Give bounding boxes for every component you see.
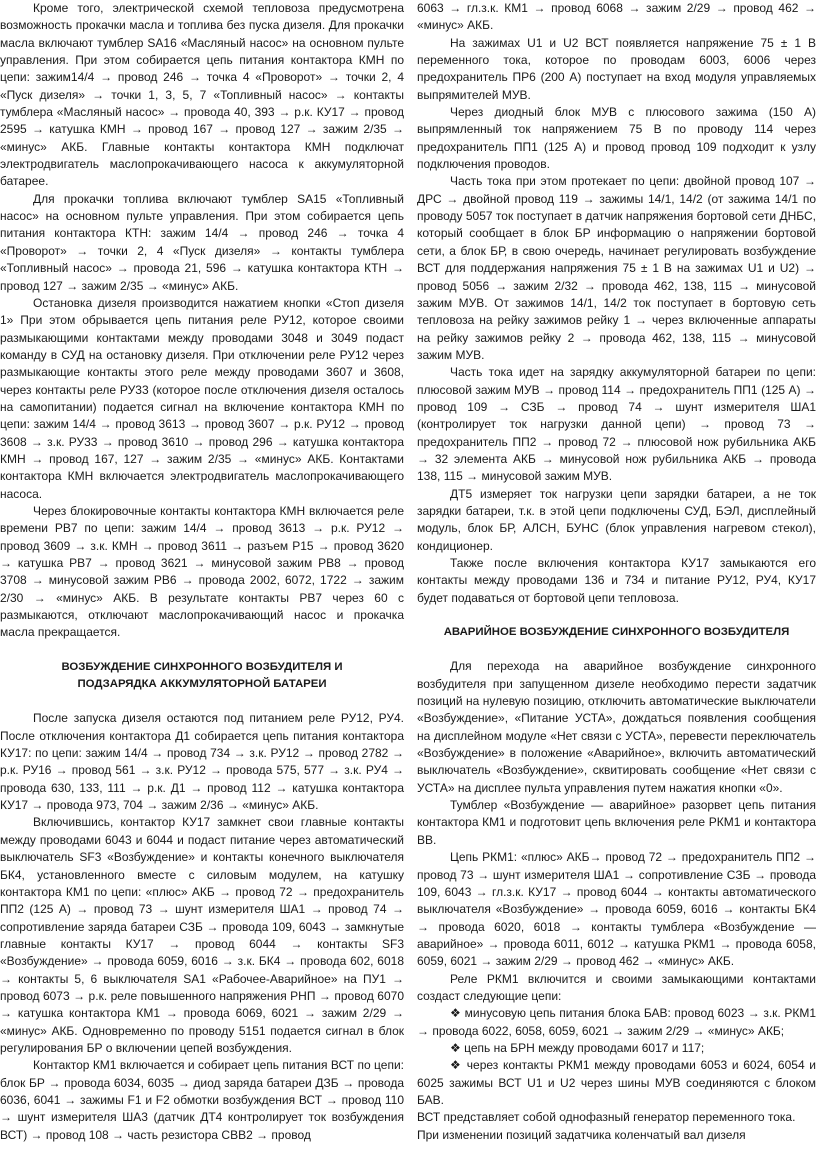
paragraph-after-start: После запуска дизеля остаются под питанием реле РУ12, РУ4. После отключения контактора Д1 собирается цепь питания контактора КУ17: по цепи: зажим 14/4 → провод 734 → з.к. РУ12 → провод 2782 → р.к. РУ16 → провод 561 → з.к. РУ12 → провода 575, 577 → з.к. РУ4 → провода 630, 133, 111 → р.к. Д1 → провод 112 → катушка контактора КУ17 → провода 973, 704 → зажим 2/36 → «минус» АКБ. — [0, 711, 404, 813]
paragraph-continuation: 6063 → гл.з.к. КМ1 → провод 6068 → зажим 2/29 → провод 462 → «минус» АКБ. — [417, 1, 816, 33]
left-column — [0, 0, 404, 1144]
paragraph-vst-definition: ВСТ представляет собой однофазный генератор переменного тока. — [417, 1110, 796, 1125]
paragraph-current-flow: Часть тока при этом протекает по цепи: двойной провод 107 → ДРС → двойной провод 119 → зажимы 14/1, 14/2 (от зажима 14/1 по проводу 5057 ток поступает в датчик напряжения бортовой сети ДНБС, который сообщает в блок БР информацию о напряжении бортовой сети, а блок БР, в свою очередь, начинает регулировать возбуждение ВСТ для поддержания напряжения 75 ± 1 В на зажимах U1 и U2) → провод 5056 → зажим 2/32 → провода 462, 138, 115 → минусовой зажим МУВ. От зажимов 14/1, 14/2 ток поступает в бортовую сеть тепловоза на рейку зажимов рейку 1 → через включенные аппараты на рейку зажимов рейку 2 → провода 462, 138, 115 → минусовой зажим МУВ. — [417, 174, 816, 362]
section-heading-excitation-line2: ПОДЗАРЯДКА АККУМУЛЯТОРНОЙ БАТАРЕИ — [77, 678, 327, 691]
diamond-bullet-icon: ❖ — [450, 1058, 463, 1073]
paragraph-battery-charge: Часть тока идет на зарядку аккумуляторной батареи по цепи: плюсовой зажим МУВ → провод 114 → предохранитель ПП1 (125 А) → провод 109 → СЗБ → провод 74 → шунт измерителя ША1 (контролирует ток нагрузки данной цепи) → провод 73 → предохранитель ПП2 → провод 72 → плюсовой нож рубильника АКБ → 32 элемента АКБ → минусовой нож рубильника АКБ → провода 138, 115 → минусовой зажим МУВ. — [417, 365, 816, 484]
spacer — [0, 642, 404, 659]
spacer — [417, 607, 816, 624]
paragraph-dt5: ДТ5 измеряет ток нагрузки цепи зарядки батареи, а не ток зарядки батареи, т.к. в этой цепи подключены СУД, БЭЛ, дисплейный модуль, блок БР, АЛСН, БУНС (блок управления нагревом стекол), кондиционер. — [417, 486, 816, 553]
paragraph-emergency-procedure: Для перехода на аварийное возбуждение синхронного возбудителя при запущенном дизеле необходимо перести задатчик позиций на нулевую позицию, отключить автоматические выключатели «Возбуждение», «Питание УСТА», дождаться появления сообщения на дисплейном модуле «Нет связи с УСТА», перевести переключатель «Возбуждение» в положение «Аварийное», включить автоматический выключатель «Возбуждение», сквитировать сообщение «Нет связи с УСТА» на дисплее пульта управления путем нажатия кнопки «0». — [417, 659, 816, 795]
paragraph-toggle: Тумблер «Возбуждение — аварийное» разорвет цепь питания контактора КМ1 и подготовит цепь включения реле РКМ1 и контактора ВВ. — [417, 798, 816, 847]
spacer — [0, 693, 404, 710]
paragraph-vst-voltage: На зажимах U1 и U2 ВСТ появляется напряжение 75 ± 1 В переменного тока, которое по проводам 6003, 6006 через предохранитель ПР6 (200 А) поступает на вход модуля управляемых выпрямителей МУВ. — [417, 35, 816, 102]
paragraph-rkm1-circuit: Цепь РКМ1: «плюс» АКБ→ провод 72 → предохранитель ПП2 → провод 73 → шунт измерителя ША1 → сопротивление СЗБ → провода 109, 6043 → гл.з.к. КУ17 → провод 6044 → контакты автоматического выключателя «Возбуждение» → провода 6059, 6016 → контакты БК4 → провода 6020, 6018 → контакты тумблера «Возбуждение — аварийное» → провода 6011, 6012 → катушка РКМ1 → провода 6058, 6059, 6021 → зажим 2/29 → провод 462 → «минус» АКБ. — [417, 850, 816, 969]
diamond-bullet-icon: ❖ — [450, 1006, 462, 1021]
paragraph-diode-block: Через диодный блок МУВ с плюсового зажима (150 А) выпрямленный ток напряжением 75 В по проводу 114 через предохранитель ПП1 (125 А) и провод провод 109 подходит к узлу подключения проводов. — [417, 105, 816, 172]
paragraph-km1-circuit: Контактор КМ1 включается и собирает цепь питания ВСТ по цепи: блок БР → провода 6034, 6035 → диод заряда батареи ДЗБ → провода 6036, 6041 → зажимы F1 и F2 обмотки возбуждения ВСТ → провод 110 → шунт измерителя ША3 (датчик ДТ4 контролирует ток возбуждения ВСТ) → провод 108 → часть резистора СВВ2 → провод — [0, 1058, 404, 1142]
paragraph-position-change: При изменении позиций задатчика коленчатый вал дизеля — [417, 1127, 746, 1142]
list-item: ❖ через контакты РКМ1 между проводами 6053 и 6024, 6054 и 6025 зажимы ВСТ U1 и U2 через шины МУВ соединяются с блоком БАВ. — [417, 1058, 816, 1107]
section-heading-excitation-line1: ВОЗБУЖДЕНИЕ СИНХРОННОГО ВОЗБУДИТЕЛЯ И — [61, 660, 343, 673]
right-column — [417, 0, 816, 1144]
paragraph-time-relay: Через блокировочные контакты контактора КМН включается реле времени РВ7 по цепи: зажим 14/4 → провод 3613 → р.к. РУ12 → провод 3609 → з.к. КМН → провод 3611 → разъем Р15 → провод 3620 → катушка РВ7 → провод 3621 → минусовой зажим РВ8 → провод 3708 → минусовой зажим РВ6 → провода 2002, 6072, 1722 → зажим 2/30 → «минус» АКБ. В результате контакты РВ7 через 60 с размыкаются, отключают маслопрокачивающий насос и прокачка масла прекращается. — [0, 503, 404, 640]
paragraph-ku17-closing: Включившись, контактор КУ17 замкнет свои главные контакты между проводами 6043 и 6044 и подаст питание через автоматический выключатель SF3 «Возбуждение» и контакты конечного выключателя БК4, установленного вместе с силовым модулем, на катушку контактора КМ1 по цепи: «плюс» АКБ → провод 72 → предохранитель ПП2 (125 А) → провод 73 → шунт измерителя ША1 → провод 74 → сопротивление заряда батареи СЗБ → провода 109, 6043 → замкнутые главные контакты КУ17 → провод 6044 → контакты SF3 «Возбуждение» → провода 6059, 6016 → з.к. БК4 → провода 602, 6018 → контакты 5, 6 выключателя SA1 «Рабочее-Аварийное» на ПУ1 → провод 6073 → р.к. реле повышенного напряжения РНП → провод 6070 → катушка контактора КМ1 → провода 6069, 6021 → зажим 2/29 → «минус» АКБ. Одновременно по проводу 5151 подается сигнал в блок регулирования БР о включении цепей возбуждения. — [0, 815, 404, 1055]
paragraph-ku17-contacts: Также после включения контактора КУ17 замыкаются его контакты между проводами 136 и 734 и питание РУ12, РУ4, КУ17 будет подаваться от бортовой цепи тепловоза. — [417, 556, 816, 605]
list-item: ❖ цепь на БРН между проводами 6017 и 117; — [450, 1040, 705, 1055]
list-item: ❖ минусовую цепь питания блока БАВ: провод 6023 → з.к. РКМ1 → провода 6022, 6058, 6059, 6021 → зажим 2/29 → «минус» АКБ; — [417, 1006, 816, 1038]
diamond-bullet-icon: ❖ — [450, 1040, 461, 1055]
spacer — [417, 641, 816, 658]
paragraph-fuel-pumping: Для прокачки топлива включают тумблер SA15 «Топливный насос» на основном пульте управления. При этом собирается цепь питания контактора КТН: зажим 14/4 → провод 246 → точка 4 «Проворот» → точки 2, 4 «Пуск дизеля» → контакты тумблера «Топливный насос» → провода 21, 596 → катушка контактора КТН → провод 127 → зажим 2/35 → «минус» АКБ. — [0, 191, 404, 293]
paragraph-diesel-stop: Остановка дизеля производится нажатием кнопки «Стоп дизеля 1» При этом обрывается цепь питания реле РУ12, которое своими размыкающими контактами между проводами 3048 и 3049 подаст команду в СУД на остановку дизеля. При отключении реле РУ12 через размыкающие контакты этого реле между проводами 3607 и 3608, через контакты реле РУ33 (которое после отключения дизеля осталось на самопитании) подается сигнал на включение контактора КМН по цепи: зажим 14/4 → провод 3613 → провод 3607 → р.к. РУ12 → провод 3608 → з.к. РУ33 → провод 3610 → провод 296 → катушка контактора КМН → провод 167, 127 → зажим 2/35 → «минус» АКБ. Контактами контактора КМН включается электродвигатель маслопрокачивающего насоса. — [0, 295, 404, 501]
section-heading-emergency: АВАРИЙНОЕ ВОЗБУЖДЕНИЕ СИНХРОННОГО ВОЗБУДИТЕЛЯ — [443, 626, 790, 639]
paragraph-oil-pumping: Кроме того, электрической схемой тепловоза предусмотрена возможность прокачки масла и топлива без пуска дизеля. Для прокачки масла включают тумблер SA16 «Масляный насос» на основном пульте управления. При этом собирается цепь питания контактора КМН по цепи: зажим14/4 → провод 246 → точка 4 «Проворот» → точки 2, 4 «Пуск дизеля» → точки 1, 3, 5, 7 «Топливный насос» → контакты тумблера «Масляный насос» → провода 40, 393 → р.к. КУ17 → провод 2595 → катушка КМН → провод 167 → провод 127 → зажим 2/35 → «минус» АКБ. Главные контакты контактора КМН подключат электродвигатель маслопрокачивающего насоса к аккумуляторной батарее. — [0, 1, 404, 189]
paragraph-rkm1-relay: Реле РКМ1 включится и своими замыкающими контактами создаст следующие цепи: — [417, 971, 816, 1003]
